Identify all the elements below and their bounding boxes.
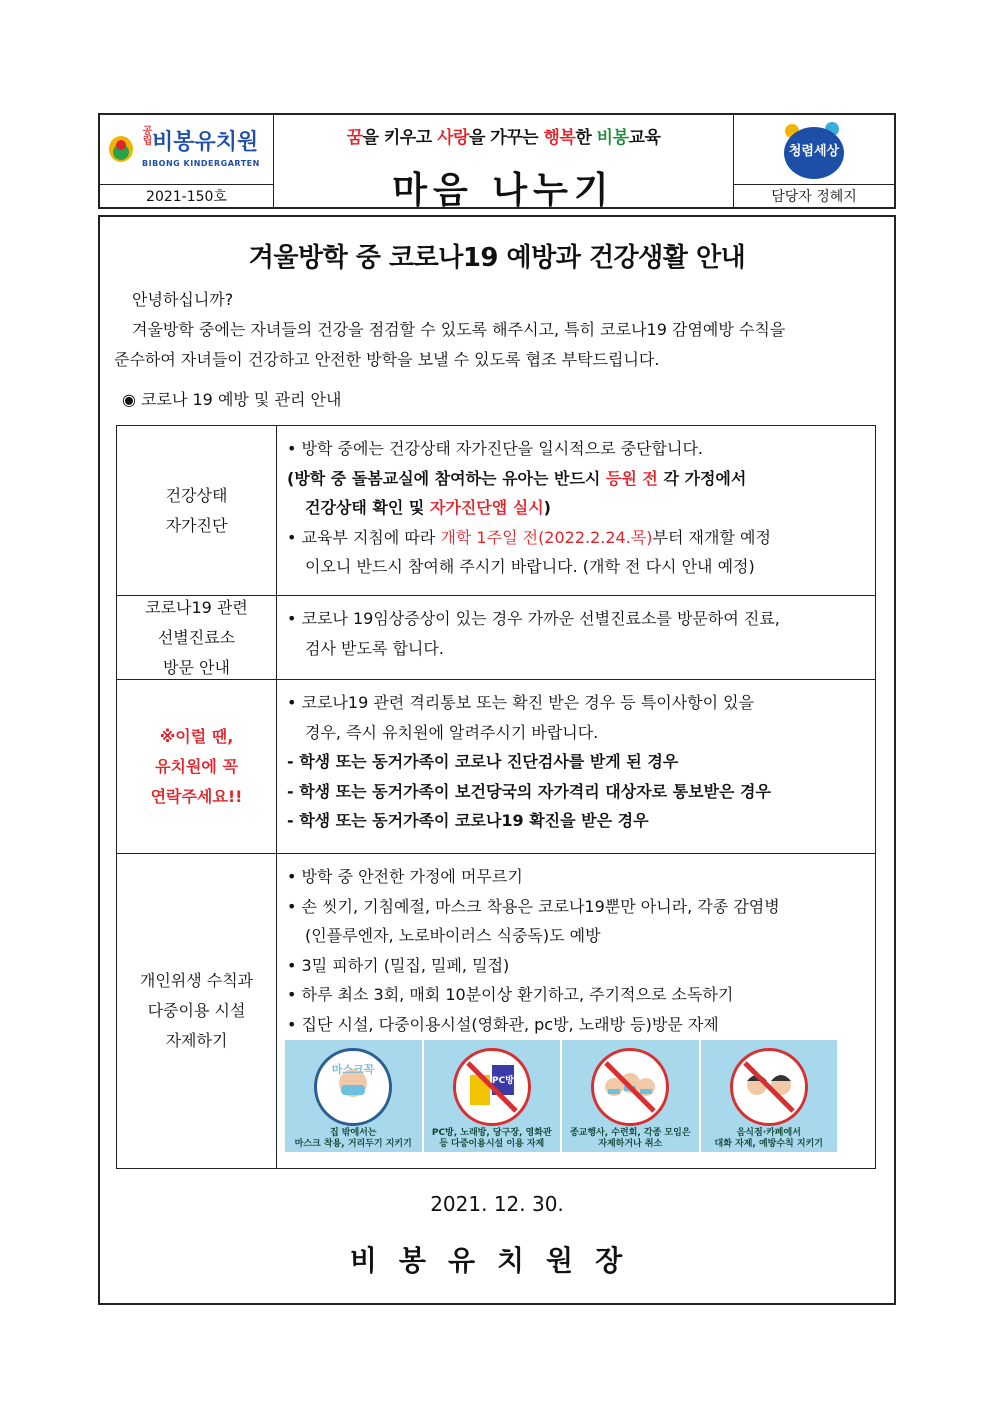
illustration-caption bbox=[562, 1128, 699, 1150]
row-content-clinic bbox=[277, 596, 875, 679]
pc-room-icon bbox=[456, 1051, 528, 1123]
text-line: • 손 씻기, 기침예절, 마스크 착용은 코로나19뿐만 아니라, 각종 감염병 bbox=[287, 896, 780, 916]
text-span: (방학 중 돌봄교실에 참여하는 유아는 반드시 bbox=[287, 468, 606, 488]
caption-line: 집 밖에서는 bbox=[329, 1128, 377, 1138]
people-group-icon bbox=[594, 1051, 666, 1123]
text-line: 경우, 즉시 유치원에 알려주시기 바랍니다. bbox=[305, 722, 599, 742]
text-line: • 코로나 19임상증상이 있는 경우 가까운 선별진료소를 방문하여 진료, bbox=[287, 609, 780, 628]
prohibited-talking-icon bbox=[730, 1048, 808, 1126]
row-content-contact bbox=[277, 680, 875, 853]
table-row bbox=[117, 596, 875, 680]
text-line: • 코로나19 관련 격리통보 또는 확진 받은 경우 등 특이사항이 있을 bbox=[287, 693, 755, 712]
text-line: - 학생 또는 동거가족이 코로나19 확진을 받은 경우 bbox=[287, 811, 649, 830]
slogan-word: 사랑 bbox=[437, 128, 469, 148]
slogan-word: 한 bbox=[575, 128, 597, 148]
responsible-person: 담당자 정혜지 bbox=[771, 189, 857, 205]
mask-wearing-illustration bbox=[285, 1040, 422, 1152]
logo-emblem-icon bbox=[108, 133, 134, 163]
mask-face-icon bbox=[317, 1051, 389, 1123]
prohibited-gathering-icon bbox=[591, 1048, 669, 1126]
text-span: 각 가정에서 bbox=[657, 468, 747, 488]
caption-line: 자제하거나 취소 bbox=[598, 1139, 663, 1149]
text-line: • 3밀 피하기 (밀집, 밀페, 밀접) bbox=[287, 955, 510, 975]
row-label-contact: ※이럴 땐, 유치원에 꼭 연락주세요!! bbox=[117, 680, 277, 853]
principal-signature: 비봉유치원장 bbox=[349, 1244, 645, 1277]
logo-public-label: 공립 bbox=[140, 125, 151, 145]
no-facilities-illustration bbox=[424, 1040, 561, 1152]
text-line: • 방학 중에는 건강상태 자가진단을 일시적으로 중단합니다. bbox=[287, 439, 703, 458]
integrity-seal bbox=[734, 115, 894, 185]
slogan-word: 행복 bbox=[543, 128, 576, 148]
text-line: - 학생 또는 동거가족이 보건당국의 자가격리 대상자로 통보받은 경우 bbox=[287, 781, 771, 801]
text-span: 건강상태 확인 및 bbox=[305, 498, 430, 517]
gathering-illustration bbox=[562, 1040, 699, 1152]
text-span: 개학 1주일 전(2022.2.24.목) bbox=[440, 527, 653, 547]
pc-badge-text: PC방 bbox=[491, 1076, 514, 1086]
text-line: - 학생 또는 동거가족이 코로나 진단검사를 받게 된 경우 bbox=[287, 752, 679, 771]
caption-line: 대화 자제, 예방수칙 지키기 bbox=[714, 1139, 823, 1149]
text-span: ) bbox=[543, 498, 551, 517]
guidance-table bbox=[116, 425, 876, 1169]
row-content-health bbox=[277, 426, 875, 595]
notice-body bbox=[98, 215, 896, 1305]
slogan-word: 교육 bbox=[628, 128, 661, 148]
issue-date: 2021. 12. 30. bbox=[430, 1192, 564, 1216]
seal-text: 청렴세상 bbox=[788, 144, 840, 159]
caption-line: 종교행사, 수련회, 각종 모임은 bbox=[569, 1128, 691, 1138]
slogan-word: 꿈 bbox=[346, 128, 363, 148]
illustration-caption bbox=[285, 1128, 422, 1150]
school-logo bbox=[100, 115, 274, 185]
document-title: 겨울방학 중 코로나19 예방과 건강생활 안내 bbox=[248, 243, 746, 273]
illustration-caption bbox=[701, 1128, 838, 1150]
intro-line-1: 겨울방학 중에는 자녀들의 건강을 점검할 수 있도록 해주시고, 특히 코로나19 감염예방 수칙을 bbox=[132, 320, 786, 339]
row-label-clinic: 코로나19 관련 선별진료소 방문 안내 bbox=[117, 596, 277, 679]
logo-school-name: 비봉유치원 bbox=[152, 130, 259, 155]
intro-line-2: 준수하여 자녀들이 건강하고 안전한 방학을 보낼 수 있도록 협조 부탁드립니다. bbox=[114, 350, 660, 369]
caption-line: 마스크 착용, 거리두기 지키기 bbox=[294, 1139, 412, 1149]
section-heading: ◉ 코로나 19 예방 및 관리 안내 bbox=[122, 390, 342, 409]
illustration-caption bbox=[424, 1128, 561, 1150]
caption-line: 음식점·카페에서 bbox=[736, 1128, 801, 1138]
caption-line: 등 다중이용시설 이용 자제 bbox=[439, 1139, 545, 1149]
row-label-health: 건강상태 자가진단 bbox=[117, 426, 277, 595]
issue-number: 2021-150호 bbox=[100, 185, 274, 209]
logo-english-name: BIBONG KINDERGARTEN bbox=[142, 159, 260, 168]
caption-line: PC방, 노래방, 당구장, 영화관 bbox=[431, 1128, 552, 1138]
slogan-word: 을 가꾸는 bbox=[468, 128, 544, 148]
text-line: • 방학 중 안전한 가정에 머무르기 bbox=[287, 867, 523, 886]
mask-icon bbox=[314, 1048, 392, 1126]
text-line: • 집단 시설, 다중이용시설(영화관, pc방, 노래방 등)방문 자제 bbox=[287, 1014, 719, 1034]
table-row bbox=[117, 426, 875, 596]
text-line: • 하루 최소 3회, 매회 10분이상 환기하고, 주기적으로 소독하기 bbox=[287, 985, 734, 1004]
newsletter-title: 마음 나누기 bbox=[392, 170, 615, 211]
text-span: 부터 재개할 예정 bbox=[652, 527, 771, 547]
mask-badge-text: 마스크꼭 bbox=[331, 1063, 375, 1076]
slogan bbox=[274, 123, 733, 148]
restaurant-illustration bbox=[701, 1040, 838, 1152]
greeting: 안녕하십니까? bbox=[132, 290, 234, 309]
text-line: (인플루엔자, 노로바이러스 식중독)도 예방 bbox=[305, 926, 601, 945]
text-span: 자가진단앱 실시 bbox=[429, 498, 544, 517]
text-line bbox=[287, 523, 865, 553]
row-label-hygiene: 개인위생 수칙과 다중이용 시설 자제하기 bbox=[117, 854, 277, 1168]
header-title-area bbox=[274, 115, 734, 209]
text-line bbox=[287, 493, 865, 523]
text-span: • 교육부 지침에 따라 bbox=[287, 527, 441, 547]
text-line: 이오니 반드시 참여해 주시기 바랍니다. (개학 전 다시 안내 예정) bbox=[305, 557, 755, 576]
integrity-seal-icon bbox=[734, 115, 894, 185]
talking-people-icon bbox=[733, 1051, 805, 1123]
prevention-illustrations bbox=[285, 1040, 837, 1152]
prohibited-icon bbox=[453, 1048, 531, 1126]
table-row bbox=[117, 854, 875, 1168]
table-row bbox=[117, 680, 875, 854]
newsletter-header bbox=[98, 113, 896, 209]
slogan-word: 을 키우고 bbox=[362, 128, 438, 148]
text-line bbox=[287, 464, 865, 494]
text-line: 검사 받도록 합니다. bbox=[305, 638, 444, 658]
slogan-word: 비봉 bbox=[596, 128, 629, 148]
text-span: 등원 전 bbox=[605, 468, 658, 488]
